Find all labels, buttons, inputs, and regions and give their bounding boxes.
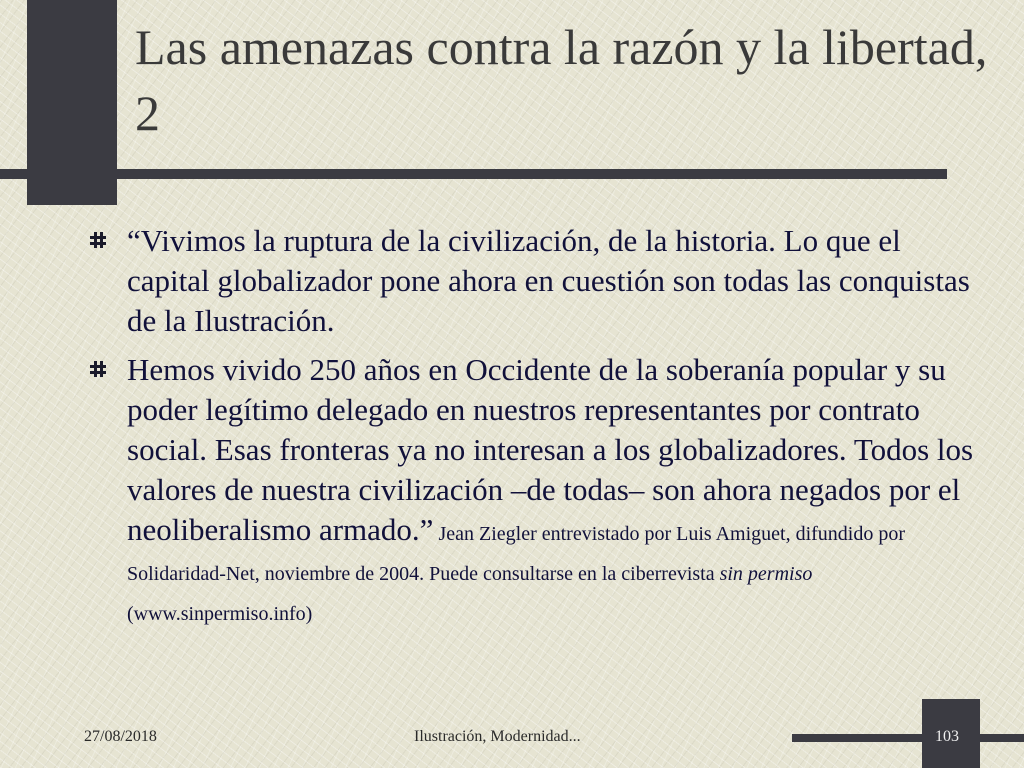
footer-rule (792, 734, 1024, 742)
slide-number: 103 (935, 728, 959, 745)
bullet-text: “Vivimos la ruptura de la civilización, de la historia. Lo que el capital globalizador pone ahora en cuestión son todas las conquistas de la Ilustración. (127, 223, 970, 338)
bullet-list (90, 221, 990, 639)
footer-date: 27/08/2018 (84, 728, 157, 745)
hash-bullet-icon (90, 232, 106, 248)
slide-title: Las amenazas contra la razón y la libertad, 2 (135, 19, 988, 141)
footer-title: Ilustración, Modernidad... (414, 728, 581, 745)
citation-url: (www.sinpermiso.info) (127, 603, 313, 625)
citation-text: Jean Ziegler entrevistado por Luis Amiguet, difundido por Solidaridad-Net, noviembre de 2004. Puede consultarse en la ciberrevista (127, 523, 906, 585)
citation-magazine-name: sin permiso (719, 563, 813, 585)
bullet-item-quote (90, 221, 990, 341)
hash-bullet-icon (90, 361, 106, 377)
bullet-item-sovereignty (90, 350, 990, 630)
bullet-text: Hemos vivido 250 años en Occidente de la soberanía popular y su poder legítimo delegado en nuestros representantes por contrato social. Esas fronteras ya no interesan a los globalizadores. Todos los valores de nuestra civilización –de todas– son ahora negados por el neoliberalismo armado.” (127, 352, 974, 547)
title-rule (0, 169, 947, 179)
